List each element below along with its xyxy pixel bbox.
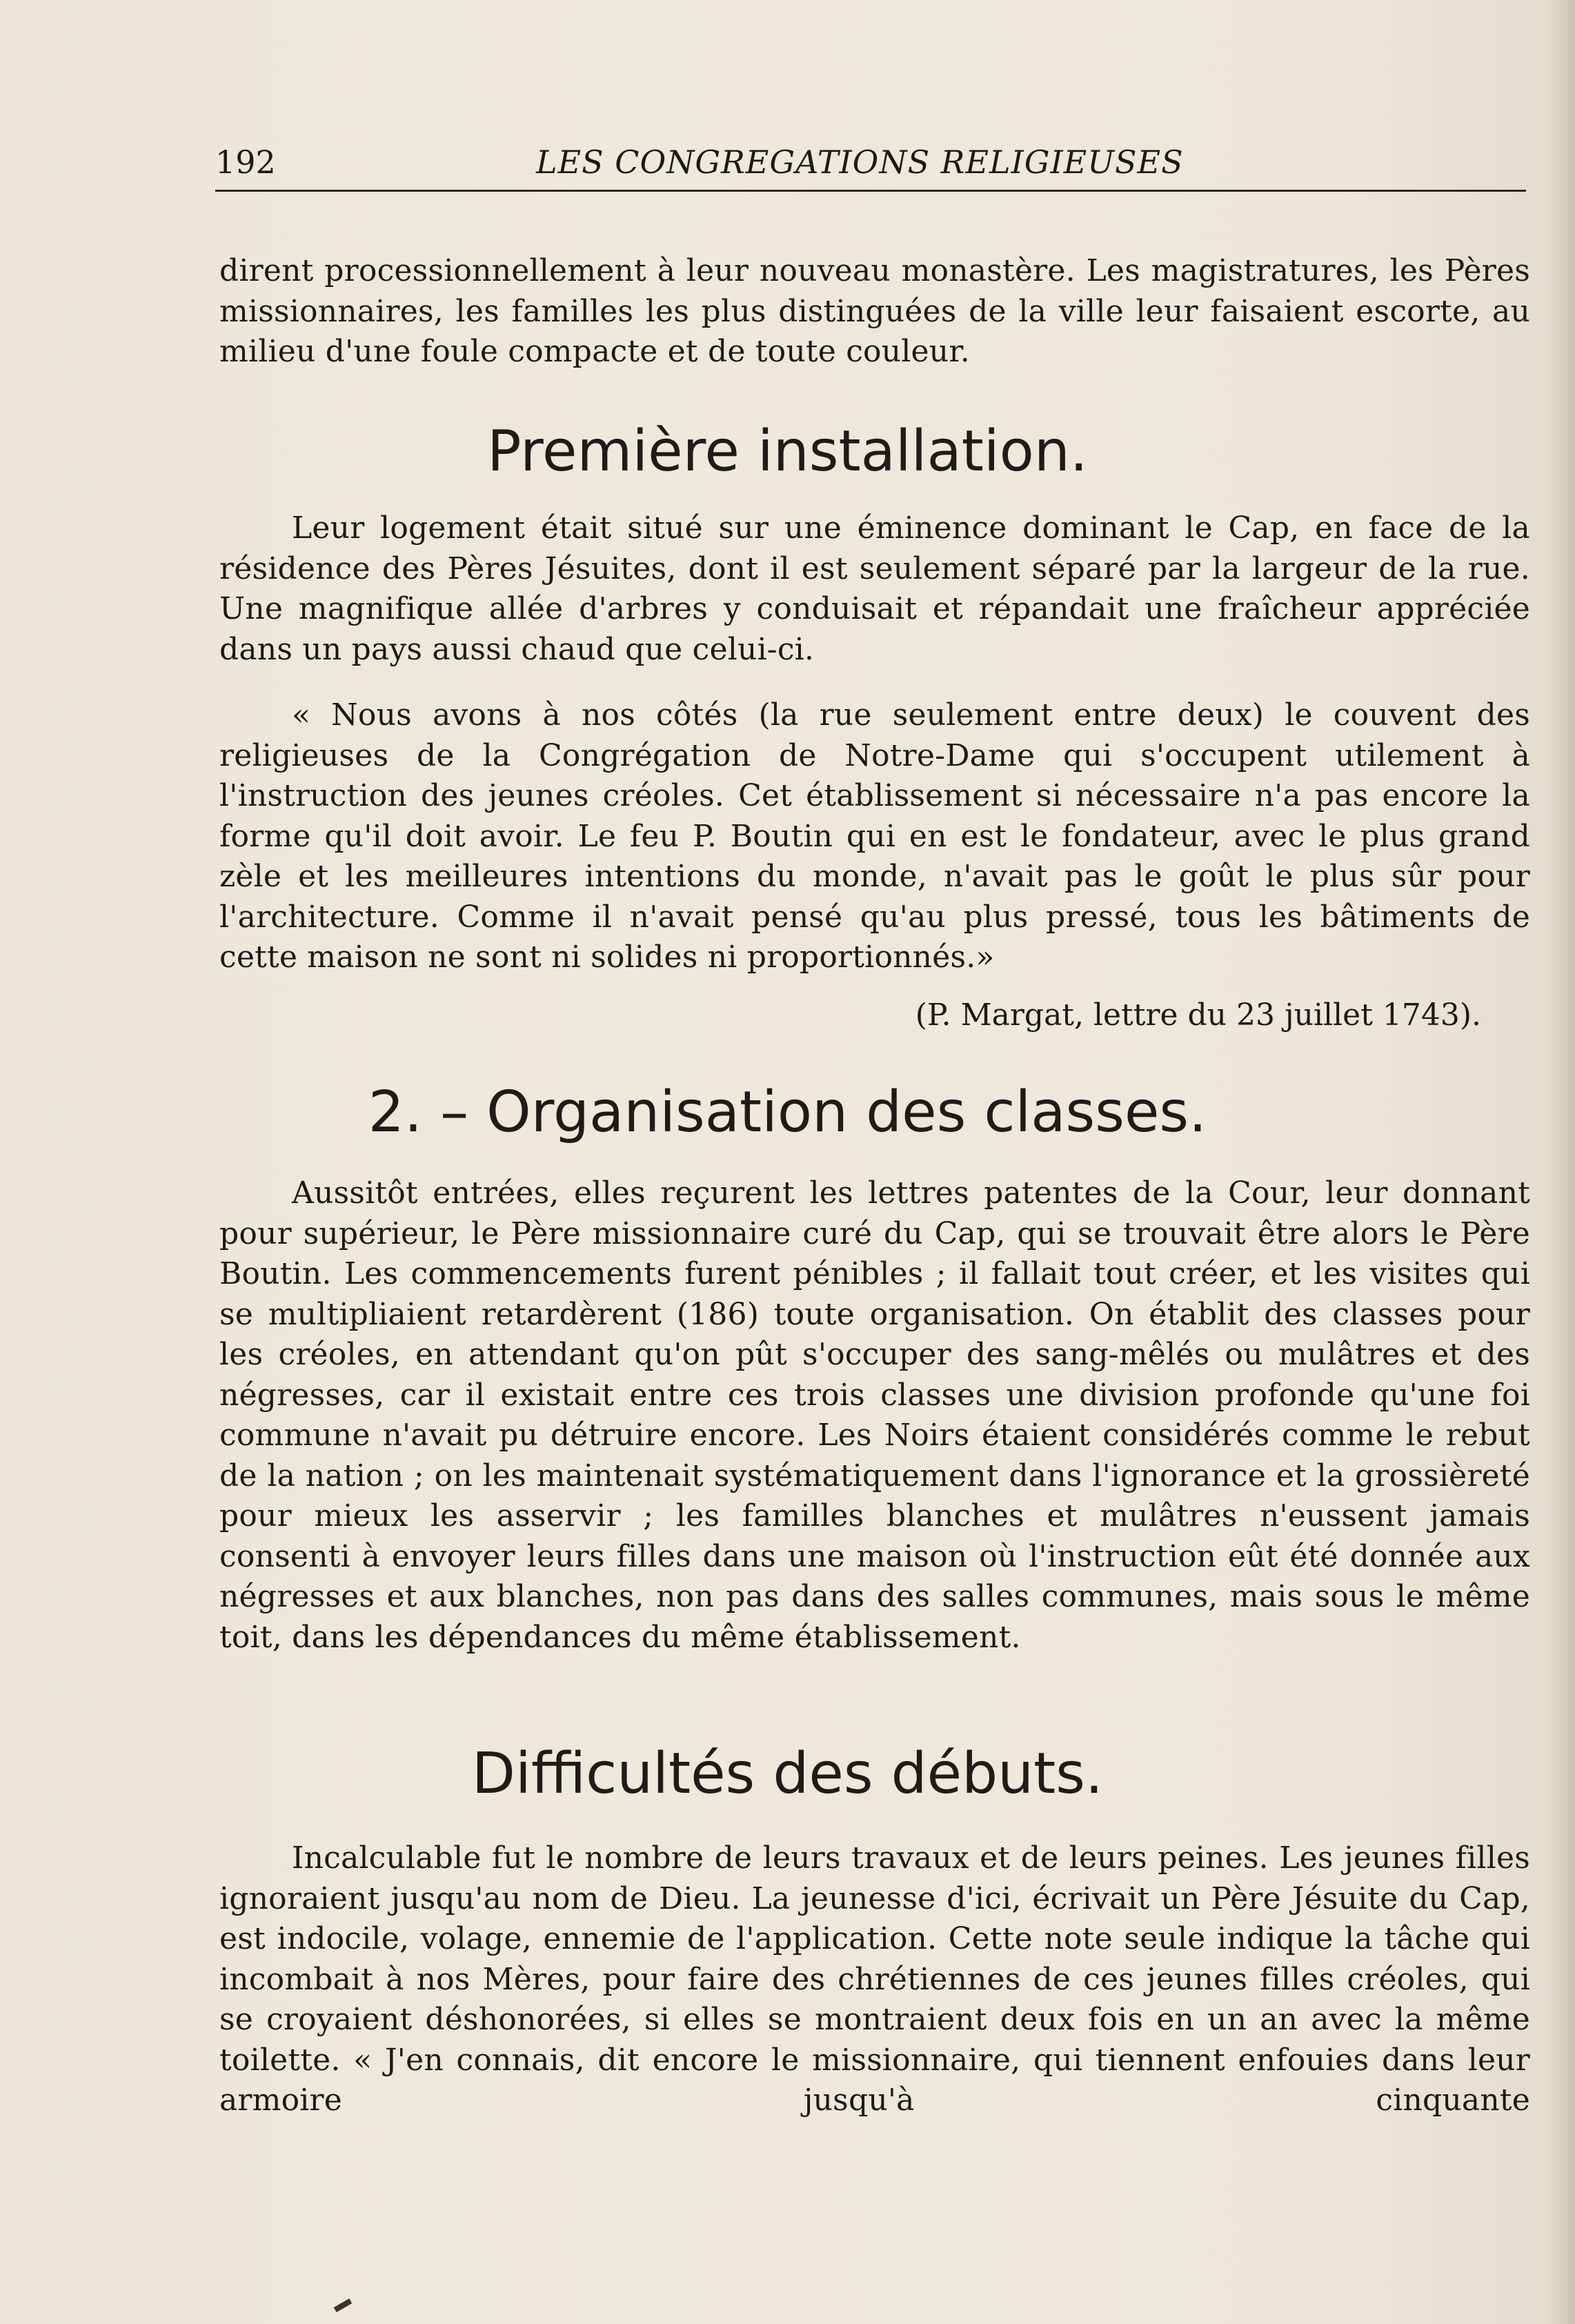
heading-organisation-des-classes: 2. – Organisation des classes. <box>368 1080 1207 1145</box>
paragraph-4: Aussitôt entrées, elles reçurent les lettres patentes de la Cour, leur donnant pour supérieur, le Père missionnaire curé du Cap, qui se trouvait être alors le Père Boutin. Les commencements furent pénibles ; il fallait tout créer, et les visites qui se multipliaient retardèrent (186) toute organisation. On établit des classes pour les créoles, en attendant qu'on pût s'occuper des sang-mêlés ou mulâtres et des négresses, car il existait entre ces trois classes une division profonde qu'une foi commune n'avait pu détruire encore. Les Noirs étaient considérés comme le rebut de la nation ; on les maintenait systématiquement dans l'ignorance et la grossièreté pour mieux les asservir ; les familles blanches et mulâtres n'eussent jamais consenti à envoyer leurs filles dans une maison où l'instruction eût été donnée aux négresses et aux blanches, non pas dans des salles communes, mais sous le même toit, dans les dépendances du même établissement. <box>219 1175 1530 1655</box>
header-rule <box>215 190 1526 192</box>
running-title: LES CONGREGATIONS RELIGIEUSES <box>536 143 1184 181</box>
page-edge-shadow <box>1547 0 1575 2324</box>
quotation-paragraph: « Nous avons à nos côtés (la rue seulement entre deux) le couvent des religieuses de la Congrégation de Notre-Dame qui s'occupent utilement à l'instruction des jeunes créoles. Cet établissement si nécessaire n'a pas encore la forme qu'il doit avoir. Le feu P. Boutin qui en est le fondateur, avec le plus grand zèle et les meilleures intentions du monde, n'avait pas le goût le plus sûr pour l'architecture. Comme il n'avait pensé qu'au plus pressé, tous les bâtiments de cette maison ne sont ni solides ni proportionnés.» <box>219 697 1530 975</box>
paragraph-1-block <box>219 251 1530 373</box>
paragraph-5: Incalculable fut le nombre de leurs travaux et de leurs peines. Les jeunes filles ignoraient jusqu'au nom de Dieu. La jeunesse d'ici, écrivait un Père Jésuite du Cap, est indocile, volage, ennemie de l'application. Cette note seule indique la tâche qui incombait à nos Mères, pour faire des chrétiennes de ces jeunes filles créoles, qui se croyaient déshonorées, si elles se montraient deux fois en un an avec la même toilette. « J'en connais, dit encore le missionnaire, qui tiennent enfouies dans leur armoire jusqu'à cinquante <box>219 1840 1530 2118</box>
ink-mark <box>334 2298 353 2312</box>
paragraph-2: Leur logement était situé sur une éminence dominant le Cap, en face de la résidence des Pères Jésuites, dont il est seulement séparé par la largeur de la rue. Une magnifique allée d'arbres y conduisait et répandait une fraîcheur appréciée dans un pays aussi chaud que celui-ci. <box>219 510 1530 667</box>
page-number: 192 <box>215 143 276 181</box>
paragraph-2-block <box>219 508 1530 670</box>
paragraph-1: dirent processionnellement à leur nouveau monastère. Les magistratures, les Pères missionnaires, les familles les plus distinguées de la ville leur faisaient escorte, au milieu d'une foule compacte et de toute couleur. <box>219 253 1530 369</box>
paragraph-3-block <box>219 695 1530 978</box>
paragraph-5-block <box>219 1838 1530 2121</box>
heading-difficultes-des-debuts: Difficultés des débuts. <box>471 1741 1104 1807</box>
quotation-source: (P. Margat, lettre du 23 juillet 1743). <box>915 997 1481 1033</box>
running-head <box>215 141 1526 183</box>
paragraph-4-block <box>219 1173 1530 1658</box>
heading-premiere-installation: Première installation. <box>487 419 1088 484</box>
